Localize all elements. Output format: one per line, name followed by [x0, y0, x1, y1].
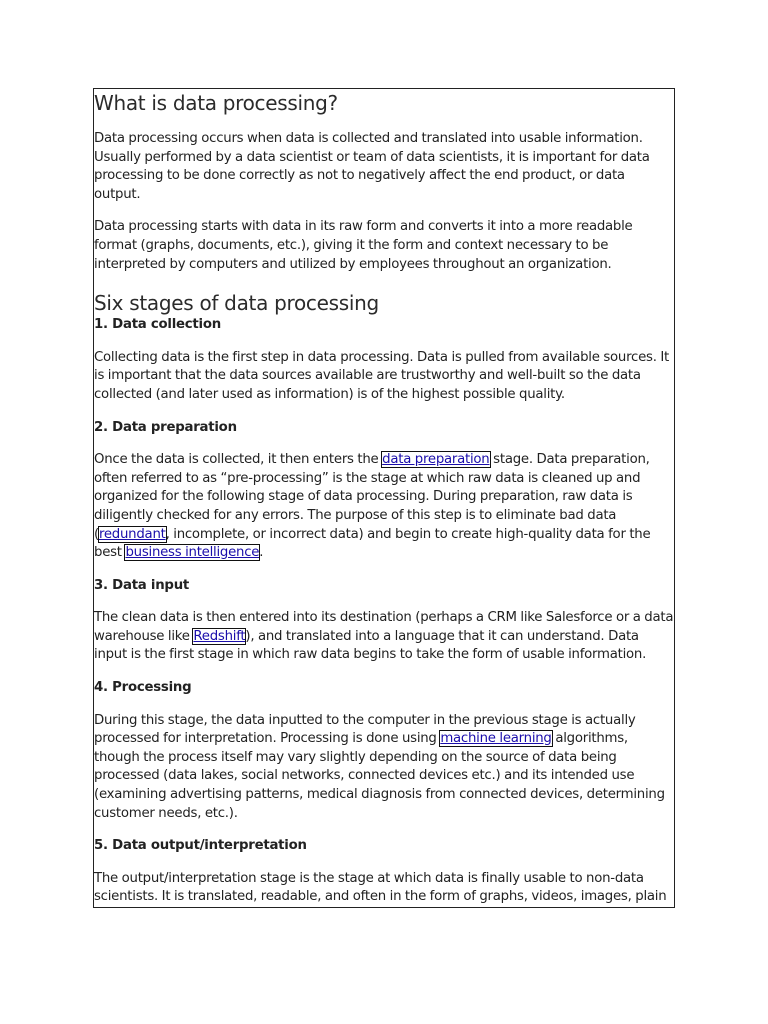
intro-paragraph-2: Data processing starts with data in its raw form and converts it into a more readable format (graphs, documents, etc.), giving it the form and context necessary to be interpreted by computers and utilized by employees throughout an organization. [94, 219, 633, 272]
stage-2-text [94, 451, 674, 563]
stage-3-text-b: ), and translated into a language that it can understand. Data input is the first stage in which raw data begins to take the form of usable information. [94, 628, 647, 663]
stage-2-heading: 2. Data preparation [94, 419, 237, 435]
stage-2-text-d: . [259, 545, 264, 561]
stage-4-heading: 4. Processing [94, 680, 192, 696]
business-intelligence-link[interactable]: business intelligence [125, 545, 260, 561]
stage-2-text-c: , incomplete, or incorrect data) and begin to create high-quality data for the best [94, 526, 651, 561]
intro-paragraph-1: Data processing occurs when data is collected and translated into usable information. Usually performed by a data scientist or team of data scientists, it is important for data processing to be done correctly as not to negatively affect the end product, or data output. [94, 131, 650, 202]
machine-learning-link[interactable]: machine learning [440, 731, 552, 747]
stage-5-heading: 5. Data output/interpretation [94, 838, 307, 854]
page-title: What is data processing? [94, 91, 338, 115]
stage-3-text-a: The clean data is then entered into its destination (perhaps a CRM like Salesforce or a data warehouse like [94, 610, 674, 644]
stage-4-text-b: algorithms, though the process itself may vary slightly depending on the source of data being processed (data lakes, social networks, connected devices etc.) and its intended use (examining advertising patterns, medical diagnosis from connected devices, determining customer needs, etc.). [94, 731, 665, 821]
stage-4-text [94, 712, 674, 824]
stage-4-text-a: During this stage, the data inputted to the computer in the previous stage is actually processed for interpretation. Processing is done using [94, 712, 636, 747]
data-preparation-link[interactable]: data preparation [382, 452, 490, 468]
redundant-link[interactable]: redundant [98, 526, 166, 542]
stage-5-text: The output/interpretation stage is the stage at which data is finally usable to non-data scientists. It is translated, readable, and often in the form of graphs, videos, images, plain [94, 870, 667, 905]
stage-2-text-a: Once the data is collected, it then enters the [94, 452, 383, 468]
stage-3-text [94, 609, 674, 665]
redshift-link[interactable]: Redshift [193, 628, 246, 644]
stage-3-heading: 3. Data input [94, 577, 190, 593]
stage-1-text: Collecting data is the first step in data processing. Data is pulled from available sources. It is important that the data sources available are trustworthy and well-built so the data collected (and later used as information) is of the highest possible quality. [94, 349, 669, 402]
stage-2-text-b: stage. Data preparation, often referred to as “pre-processing” is the stage at which raw data is cleaned up and organized for the following stage of data processing. During preparation, raw data is diligently checked for any errors. The purpose of this step is to eliminate bad data ( [94, 452, 650, 542]
article-frame [93, 88, 675, 908]
stage-1-heading: 1. Data collection [94, 317, 221, 333]
stages-heading: Six stages of data processing [94, 291, 379, 316]
